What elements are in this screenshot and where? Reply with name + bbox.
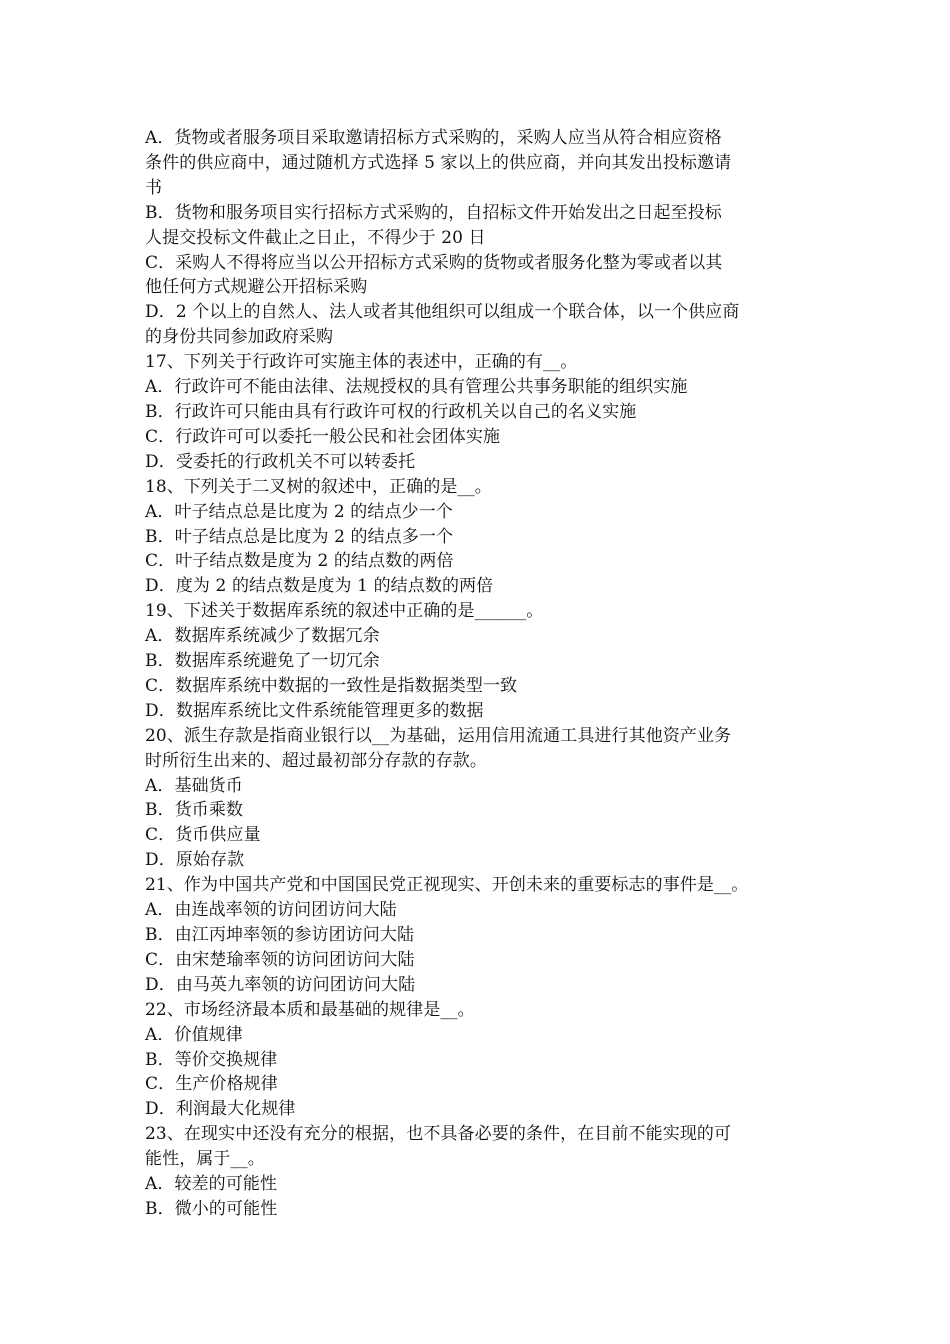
text-line: D．由马英九率领的访问团访问大陆 (145, 974, 416, 995)
text-line: 时所衍生出来的、超过最初部分存款的存款。 (145, 750, 487, 771)
text-line: A．较差的可能性 (145, 1174, 278, 1195)
text-line: D．2 个以上的自然人、法人或者其他组织可以组成一个联合体，以一个供应商 (145, 302, 740, 323)
text-line: C．数据库系统中数据的一致性是指数据类型一致 (145, 675, 518, 696)
text-line: 的身份共同参加政府采购 (145, 327, 334, 348)
text-line: B．货物和服务项目实行招标方式采购的，自招标文件开始发出之日起至投标 (145, 202, 722, 223)
text-line: 22、市场经济最本质和最基础的规律是__。 (145, 999, 475, 1020)
text-line: 23、在现实中还没有充分的根据，也不具备必要的条件，在目前不能实现的可 (145, 1124, 732, 1145)
text-line: B．数据库系统避免了一切冗余 (145, 651, 380, 672)
text-line: A．数据库系统减少了数据冗余 (145, 626, 380, 647)
text-line: B．货币乘数 (145, 800, 244, 821)
text-line: B．叶子结点总是比度为 2 的结点多一个 (145, 526, 454, 547)
text-line: C．货币供应量 (145, 825, 261, 846)
text-line: 条件的供应商中，通过随机方式选择 5 家以上的供应商，并向其发出投标邀请 (145, 152, 732, 173)
text-line: C．采购人不得将应当以公开招标方式采购的货物或者服务化整为零或者以其 (145, 252, 723, 273)
text-line: B．行政许可只能由具有行政许可权的行政机关以自己的名义实施 (145, 401, 637, 422)
text-line: B．等价交换规律 (145, 1049, 278, 1070)
text-line: C．由宋楚瑜率领的访问团访问大陆 (145, 949, 415, 970)
text-line: D．受委托的行政机关不可以转委托 (145, 451, 416, 472)
text-line: D．数据库系统比文件系统能管理更多的数据 (145, 700, 484, 721)
text-line: 书 (145, 177, 163, 198)
text-line: A．叶子结点总是比度为 2 的结点少一个 (145, 501, 453, 522)
document-page (145, 126, 813, 1222)
text-line: B．微小的可能性 (145, 1198, 278, 1219)
text-line: 能性，属于__。 (145, 1149, 265, 1170)
text-line: 20、派生存款是指商业银行以__为基础，运用信用流通工具进行其他资产业务 (145, 725, 732, 746)
text-line: 18、下列关于二叉树的叙述中，正确的是__。 (145, 476, 492, 497)
text-line: A．由连战率领的访问团访问大陆 (145, 900, 397, 921)
text-line: A．价值规律 (145, 1024, 243, 1045)
text-line: D．利润最大化规律 (145, 1099, 296, 1120)
text-line: D．度为 2 的结点数是度为 1 的结点数的两倍 (145, 576, 494, 597)
text-line: C．行政许可可以委托一般公民和社会团体实施 (145, 426, 501, 447)
text-line: A．行政许可不能由法律、法规授权的具有管理公共事务职能的组织实施 (145, 377, 688, 398)
text-line: 21、作为中国共产党和中国国民党正视现实、开创未来的重要标志的事件是__。 (145, 875, 749, 896)
text-line: 17、下列关于行政许可实施主体的表述中，正确的有__。 (145, 352, 578, 373)
text-line: A．基础货币 (145, 775, 243, 796)
text-line: C．叶子结点数是度为 2 的结点数的两倍 (145, 551, 454, 572)
text-line: 他任何方式规避公开招标采购 (145, 277, 368, 298)
text-line: D．原始存款 (145, 850, 245, 871)
text-line: 人提交投标文件截止之日止，不得少于 20 日 (145, 227, 486, 248)
text-line: C．生产价格规律 (145, 1074, 278, 1095)
text-line: A．货物或者服务项目采取邀请招标方式采购的，采购人应当从符合相应资格 (145, 128, 722, 148)
text-line: 19、下述关于数据库系统的叙述中正确的是______。 (145, 601, 544, 622)
text-line: B．由江丙坤率领的参访团访问大陆 (145, 925, 415, 945)
